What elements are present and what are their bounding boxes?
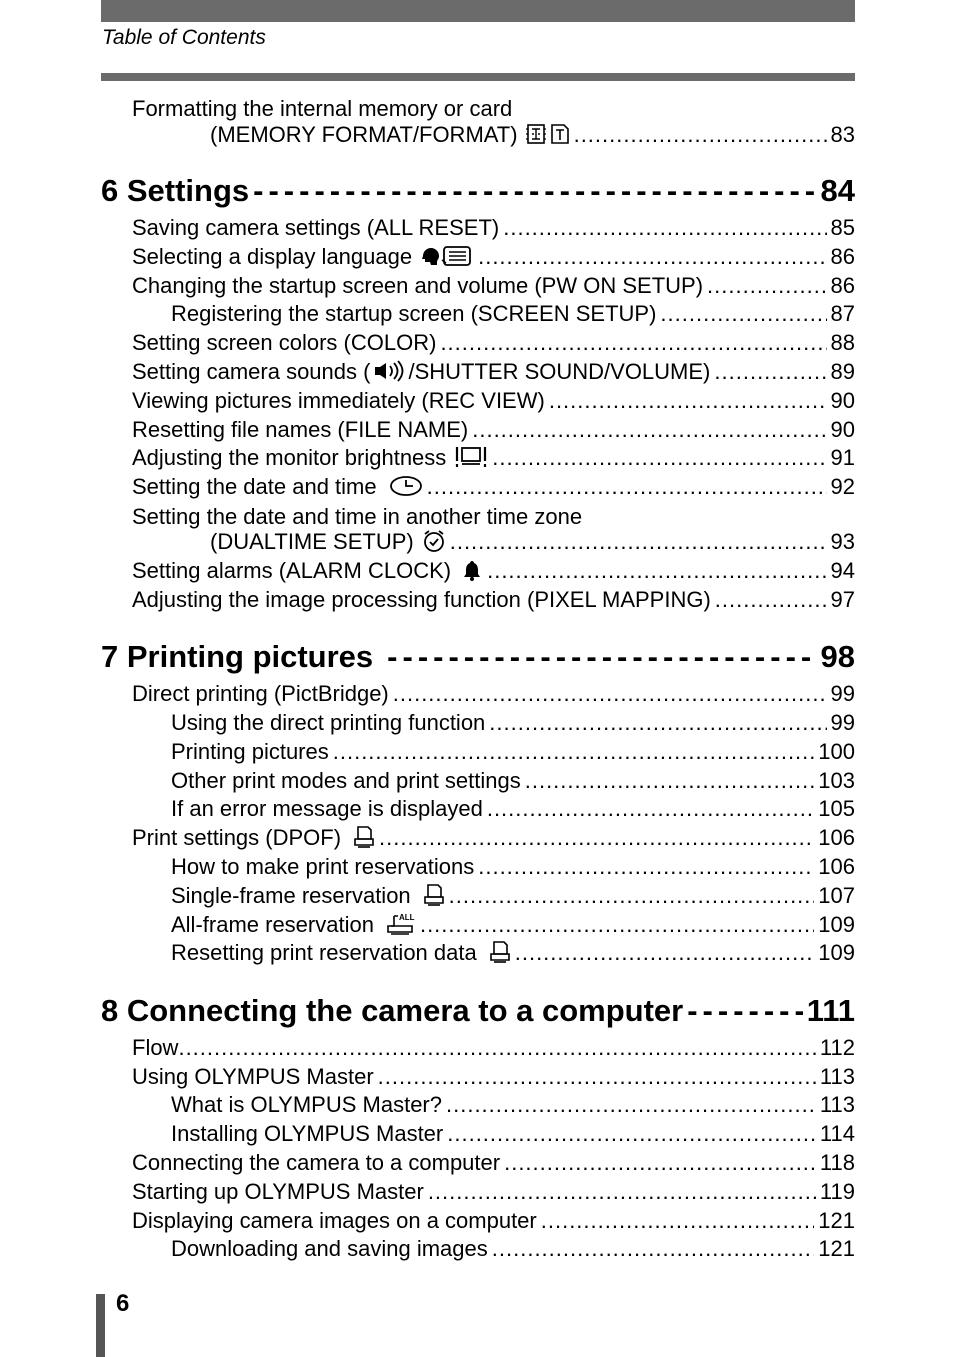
chapter-page-number: 111 bbox=[806, 993, 855, 1028]
leader-dots bbox=[489, 710, 826, 736]
toc-entry[interactable] bbox=[132, 242, 855, 270]
leader-dots bbox=[427, 474, 827, 500]
toc-page-number: 99 bbox=[830, 681, 855, 706]
leader-dots bbox=[333, 739, 815, 765]
toc-subentry[interactable] bbox=[171, 766, 855, 794]
toc-entry-label: All-frame reservation bbox=[171, 912, 374, 937]
toc-entry[interactable] bbox=[132, 386, 855, 414]
leader-dots bbox=[492, 445, 826, 471]
dualtime-icon bbox=[422, 529, 446, 553]
leader-dots bbox=[715, 587, 827, 613]
toc-page-number: 109 bbox=[818, 912, 855, 937]
toc-entry-memory-format[interactable] bbox=[210, 120, 855, 148]
leader-dots bbox=[420, 912, 814, 938]
toc-entry[interactable] bbox=[132, 823, 855, 851]
toc-entry-label: Adjusting the monitor brightness bbox=[132, 445, 447, 470]
leader-dots bbox=[525, 768, 815, 794]
leader-dots bbox=[574, 122, 827, 148]
leader-dashes bbox=[687, 992, 802, 1030]
toc-entry-label: If an error message is displayed bbox=[171, 796, 483, 821]
toc-page-number: 83 bbox=[830, 122, 855, 147]
toc-page-number: 85 bbox=[830, 215, 855, 240]
toc-page-number: 99 bbox=[830, 710, 855, 735]
leader-dots bbox=[393, 681, 827, 707]
toc-page-number: 112 bbox=[819, 1035, 855, 1060]
chapter-page-number: 98 bbox=[820, 639, 855, 674]
toc-page-number: 87 bbox=[830, 301, 855, 326]
clock-icon bbox=[389, 475, 423, 497]
leader-dots bbox=[503, 215, 826, 241]
card-format-icon bbox=[550, 123, 570, 145]
toc-entry-label: What is OLYMPUS Master? bbox=[171, 1092, 442, 1117]
toc-entry-label: Selecting a display language bbox=[132, 244, 413, 269]
toc-page-number: 90 bbox=[830, 388, 855, 413]
toc-entry-dualtime[interactable] bbox=[210, 527, 855, 555]
toc-entry-label: Setting camera sounds ( bbox=[132, 359, 371, 384]
toc-page-number: 103 bbox=[818, 768, 855, 793]
leader-dots bbox=[379, 825, 814, 851]
print-order-icon bbox=[489, 940, 511, 964]
toc-entry-label: Single-frame reservation bbox=[171, 883, 411, 908]
toc-entry[interactable] bbox=[132, 1177, 855, 1205]
toc-page-number: 89 bbox=[830, 359, 855, 384]
alarm-bell-icon bbox=[461, 559, 483, 581]
toc-subentry[interactable] bbox=[171, 1234, 855, 1262]
toc-entry-label: Flow bbox=[132, 1035, 179, 1060]
toc-entry-label: Setting alarms (ALARM CLOCK) bbox=[132, 558, 452, 583]
toc-page-number: 113 bbox=[819, 1092, 855, 1117]
toc-entry-label: Direct printing (PictBridge) bbox=[132, 681, 389, 706]
toc-page-number: 121 bbox=[818, 1236, 855, 1261]
toc-entry-label: Other print modes and print settings bbox=[171, 768, 521, 793]
toc-entry-label: Resetting file names (FILE NAME) bbox=[132, 417, 469, 442]
leader-dots bbox=[447, 1121, 816, 1147]
toc-subentry[interactable] bbox=[171, 737, 855, 765]
toc-entry[interactable] bbox=[132, 556, 855, 584]
header-rule bbox=[101, 73, 855, 81]
toc-entry-label: Resetting print reservation data bbox=[171, 940, 477, 965]
toc-page-number: 114 bbox=[819, 1121, 855, 1146]
toc-page-number: 86 bbox=[830, 244, 855, 269]
toc-subentry[interactable] bbox=[171, 1119, 855, 1147]
toc-page-number: 107 bbox=[818, 883, 855, 908]
leader-dots bbox=[660, 301, 826, 327]
memory-format-icon bbox=[526, 123, 546, 145]
toc-page-number: 100 bbox=[818, 739, 855, 764]
leader-dots bbox=[446, 1092, 816, 1118]
toc-entry[interactable] bbox=[132, 679, 855, 707]
toc-page-number: 94 bbox=[830, 558, 855, 583]
toc-entry[interactable] bbox=[132, 1148, 855, 1176]
leader-dots bbox=[487, 558, 826, 584]
toc-entry[interactable] bbox=[132, 357, 855, 385]
toc-subentry[interactable] bbox=[171, 299, 855, 327]
toc-page-number: 88 bbox=[830, 330, 855, 355]
toc-subentry[interactable] bbox=[171, 910, 855, 938]
all-print-order-icon bbox=[386, 912, 416, 936]
leader-dots bbox=[428, 1179, 816, 1205]
toc-page-number: 93 bbox=[830, 529, 855, 554]
chapter-title: 6 Settings bbox=[101, 173, 250, 208]
chapter-page-number: 84 bbox=[820, 173, 855, 208]
page-number: 6 bbox=[116, 1290, 130, 1317]
speaker-icon bbox=[373, 360, 405, 382]
toc-entry[interactable] bbox=[132, 585, 855, 613]
toc-entry-label: Connecting the camera to a computer bbox=[132, 1150, 501, 1175]
leader-dots bbox=[487, 796, 814, 822]
toc-page-number: 91 bbox=[830, 445, 855, 470]
leader-dots bbox=[449, 883, 815, 909]
toc-entry-label: (MEMORY FORMAT/FORMAT) bbox=[210, 122, 518, 147]
toc-subentry[interactable] bbox=[171, 938, 855, 966]
leader-dots bbox=[515, 940, 815, 966]
page-header-title: Table of Contents bbox=[102, 26, 266, 49]
print-order-icon bbox=[353, 825, 375, 849]
leader-dashes bbox=[387, 638, 816, 676]
language-icon bbox=[420, 244, 474, 268]
chapter-heading-printing[interactable] bbox=[101, 634, 855, 676]
toc-entry-label: Starting up OLYMPUS Master bbox=[132, 1179, 424, 1204]
toc-entry-label: Changing the startup screen and volume (PW ON SETUP) bbox=[132, 273, 704, 298]
toc-entry-label: Setting screen colors (COLOR) bbox=[132, 330, 437, 355]
toc-page-number: 90 bbox=[830, 417, 855, 442]
toc-subentry[interactable] bbox=[171, 852, 855, 880]
leader-dots bbox=[178, 1035, 815, 1061]
leader-dots bbox=[707, 273, 826, 299]
leader-dots bbox=[492, 1236, 815, 1262]
toc-entry[interactable] bbox=[132, 443, 855, 471]
svg-text:ALL: ALL bbox=[398, 913, 415, 922]
leader-dots bbox=[440, 330, 826, 356]
leader-dots bbox=[541, 1208, 815, 1234]
toc-entry[interactable] bbox=[132, 415, 855, 443]
toc-page-number: 92 bbox=[830, 474, 855, 499]
toc-entry-label: Using the direct printing function bbox=[171, 710, 486, 735]
leader-dots bbox=[472, 417, 826, 443]
leader-dots bbox=[504, 1150, 816, 1176]
toc-page-number: 97 bbox=[830, 587, 855, 612]
toc-entry-label: Using OLYMPUS Master bbox=[132, 1064, 374, 1089]
toc-entry-label: Adjusting the image processing function (PIXEL MAPPING) bbox=[132, 587, 711, 612]
print-order-icon bbox=[423, 883, 445, 907]
toc-entry-label: Registering the startup screen (SCREEN SETUP) bbox=[171, 301, 657, 326]
chapter-heading-computer[interactable] bbox=[101, 988, 855, 1030]
toc-page-number: 113 bbox=[819, 1064, 855, 1089]
leader-dots bbox=[478, 244, 826, 270]
toc-page-number: 109 bbox=[818, 940, 855, 965]
toc-page-number: 106 bbox=[818, 854, 855, 879]
toc-page-number: 121 bbox=[818, 1208, 855, 1233]
leader-dashes bbox=[253, 172, 816, 210]
toc-page-number: 105 bbox=[818, 796, 855, 821]
toc-entry-label: Setting the date and time bbox=[132, 474, 377, 499]
toc-entry[interactable] bbox=[132, 1206, 855, 1234]
leader-dots bbox=[450, 529, 827, 555]
leader-dots bbox=[378, 1064, 816, 1090]
toc-entry-label: /SHUTTER SOUND/VOLUME) bbox=[408, 359, 711, 384]
leader-dots bbox=[714, 359, 826, 385]
toc-entry-label: Downloading and saving images bbox=[171, 1236, 488, 1261]
toc-page-number: 86 bbox=[830, 273, 855, 298]
toc-entry[interactable] bbox=[132, 1062, 855, 1090]
toc-entry-label: Saving camera settings (ALL RESET) bbox=[132, 215, 500, 240]
chapter-heading-settings[interactable] bbox=[101, 168, 855, 210]
toc-entry[interactable] bbox=[132, 1033, 855, 1061]
toc-entry[interactable] bbox=[132, 472, 855, 500]
chapter-title: 8 Connecting the camera to a computer bbox=[101, 993, 684, 1028]
toc-subentry[interactable] bbox=[171, 881, 855, 909]
monitor-brightness-icon bbox=[454, 445, 488, 469]
leader-dots bbox=[549, 388, 827, 414]
toc-page-number: 119 bbox=[819, 1179, 855, 1204]
toc-subentry[interactable] bbox=[171, 1090, 855, 1118]
toc-subentry[interactable] bbox=[171, 794, 855, 822]
leader-dots bbox=[478, 854, 814, 880]
toc-entry-label: How to make print reservations bbox=[171, 854, 475, 879]
toc-entry[interactable] bbox=[132, 271, 855, 299]
toc-entry-label: Displaying camera images on a computer bbox=[132, 1208, 537, 1233]
toc-subentry[interactable] bbox=[171, 708, 855, 736]
toc-entry-label: Print settings (DPOF) bbox=[132, 825, 342, 850]
footer-bar bbox=[96, 1294, 105, 1357]
toc-entry-label: (DUALTIME SETUP) bbox=[210, 529, 414, 554]
toc-entry-text: Setting the date and time in another time zone bbox=[132, 504, 583, 529]
chapter-title: 7 Printing pictures bbox=[101, 639, 374, 674]
toc-entry[interactable] bbox=[132, 328, 855, 356]
toc-page-number: 106 bbox=[818, 825, 855, 850]
header-bar bbox=[101, 0, 855, 22]
toc-entry-label: Printing pictures bbox=[171, 739, 329, 764]
toc-entry-label: Viewing pictures immediately (REC VIEW) bbox=[132, 388, 545, 413]
toc-entry[interactable] bbox=[132, 213, 855, 241]
toc-entry-text: Formatting the internal memory or card bbox=[132, 96, 513, 121]
toc-page-number: 118 bbox=[819, 1150, 855, 1175]
toc-entry-label: Installing OLYMPUS Master bbox=[171, 1121, 444, 1146]
